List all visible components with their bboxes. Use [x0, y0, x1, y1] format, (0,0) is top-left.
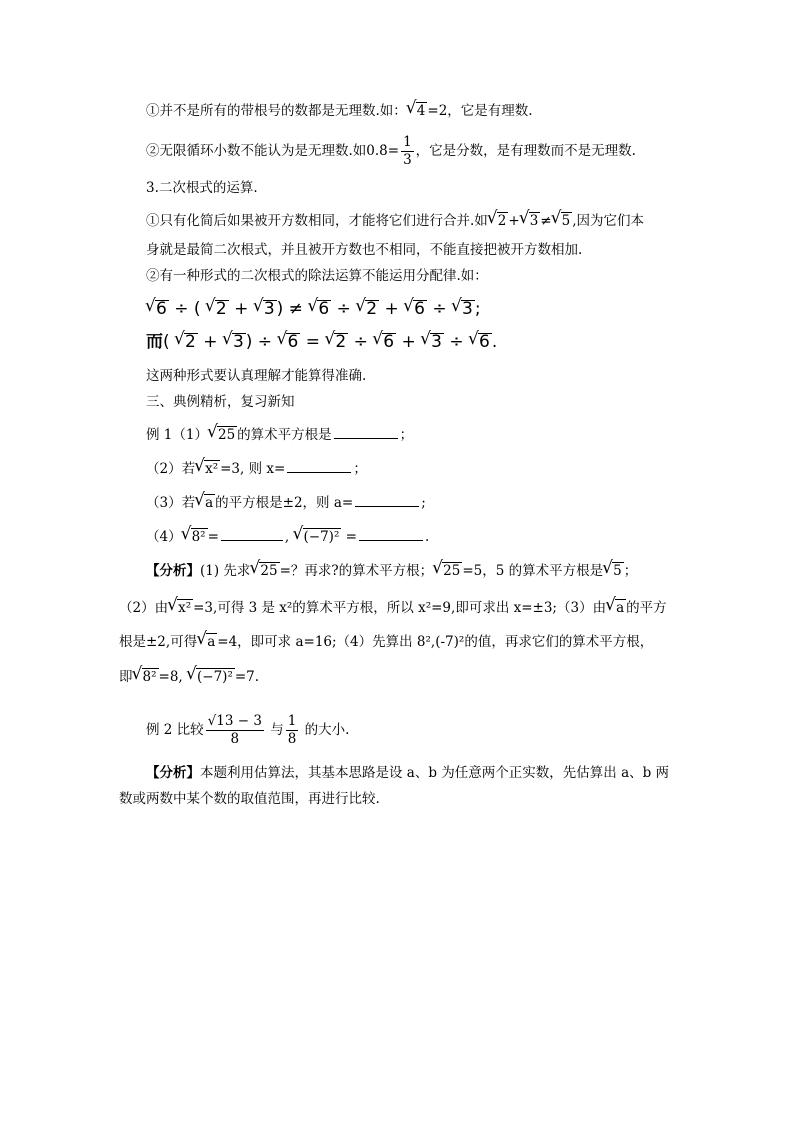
radical: √ 25	[217, 426, 237, 444]
answer-blank	[287, 458, 351, 473]
radical: √ 8²	[142, 668, 159, 686]
radical: √ 2	[365, 300, 379, 318]
radical: √ x²	[177, 599, 193, 617]
example-2: 例 2 比较 $\frac{√13 - 3}{8}$ 与 $\frac{1}{8}$ 的大小.	[146, 713, 350, 747]
radical: √ 8²	[191, 528, 208, 546]
radical: √ 6	[413, 300, 427, 318]
fraction: $\frac{1}{3}$	[403, 134, 412, 168]
formula-2: 而( √ 2 + √ 3 ) ÷ √ 6 = √ 2 ÷ √ 6 + √ 3 ÷ √ 6 .	[146, 330, 684, 354]
radical: √ 6	[478, 333, 492, 351]
analysis-3: 根是±2,可得√ a =4，即可求 a=16;（4）先算出 8²,(-7)²的值，再求它们的算术平方根，	[119, 632, 684, 652]
radical: √ 6	[286, 333, 300, 351]
radical: √ (−7)²	[196, 668, 235, 686]
formula-1: √ 6 ÷ ( √ 2 + √ 3 ) ≠ √ 6 ÷ √ 2 + √ 6 ÷ √ 3 ;	[146, 297, 684, 321]
radical: √ 6	[155, 300, 169, 318]
radical: √ 25	[259, 562, 279, 580]
radical: √ 6	[317, 300, 331, 318]
radical: √ 3	[232, 333, 246, 351]
answer-blank	[334, 424, 398, 439]
radical: √ 25	[442, 562, 462, 580]
paragraph-2: ②无限循环小数不能认为是无理数.如0.8̇= $\frac{1}{3}$ ，它是分数，是有理数而不是无理数.	[146, 134, 636, 168]
paragraph-7: 这两种形式要认真理解才能算得准确.	[146, 368, 367, 384]
analysis-4: 即√ 8² =8, √ (−7)² =7.	[119, 667, 684, 687]
analysis-6: 数或两数中某个数的取值范围，再进行比较.	[119, 791, 380, 807]
radical: √ 2	[334, 333, 348, 351]
radical: √ 3	[461, 300, 475, 318]
answer-blank	[359, 526, 423, 541]
paragraph-6: ②有一种形式的二次根式的除法运算不能运用分配律.如：	[146, 268, 488, 284]
radical: √ a	[206, 633, 217, 651]
example-1-2: （2）若√ x² =3, 则 x= ；	[146, 458, 684, 479]
answer-blank	[355, 492, 419, 507]
radical: √ 3	[529, 212, 541, 230]
radical: √ 3	[263, 300, 277, 318]
radical: √ 2	[497, 212, 509, 230]
radical: √ 4	[416, 102, 428, 120]
paragraph-5: 身就是最简二次根式，并且被开方数也不相同，不能直接把被开方数相加.	[146, 242, 583, 258]
radical: √ x²	[204, 460, 220, 478]
analysis-2: （2）由√ x² =3,可得 3 是 x²的算术平方根，所以 x²=9,即可求出 x=±3;（3）由√ a 的平方	[119, 598, 684, 618]
radical: √ a	[615, 599, 626, 617]
radical: √ (−7)²	[303, 528, 342, 546]
analysis-1: 【分析】(1) 先求√ 25 =？再求?的算术平方根；√ 25 =5，5 的算术平方根是√ 5 ；	[146, 561, 684, 581]
answer-blank	[221, 526, 283, 541]
radical: √ 3	[430, 333, 444, 351]
paragraph-1: ①并不是所有的带根号的数都是无理数.如：√ 4 =2，它是有理数.	[146, 101, 684, 121]
radical: √ 5	[612, 562, 624, 580]
radical: √ 2	[215, 300, 229, 318]
example-1-3: （3）若√ a 的平方根是±2，则 a= ;	[146, 492, 684, 513]
fraction: $\frac{1}{8}$	[287, 713, 297, 747]
radical: √ 6	[382, 333, 396, 351]
example-1-4: （4）√ 8² = , √ (−7)² = .	[146, 526, 684, 547]
radical: √ 5	[561, 212, 573, 230]
example-1-1: 例 1（1）√ 25 的算术平方根是 ；	[146, 424, 684, 445]
section-heading-examples: 三、典例精析，复习新知	[146, 394, 295, 410]
fraction: $\frac{√13 - 3}{8}$	[207, 713, 262, 747]
radical: √ 2	[184, 333, 198, 351]
analysis-5: 【分析】本题利用估算法，其基本思路是设 a、b 为任意两个正实数，先估算出 a、b 两	[146, 765, 670, 781]
section-heading-3: 3.二次根式的运算.	[146, 180, 258, 196]
radical: √ a	[204, 494, 215, 512]
paragraph-4: ①只有化简后如果被开方数相同，才能将它们进行合并.如√ 2 +√ 3 ≠√ 5 ,因为它们本	[146, 211, 684, 231]
